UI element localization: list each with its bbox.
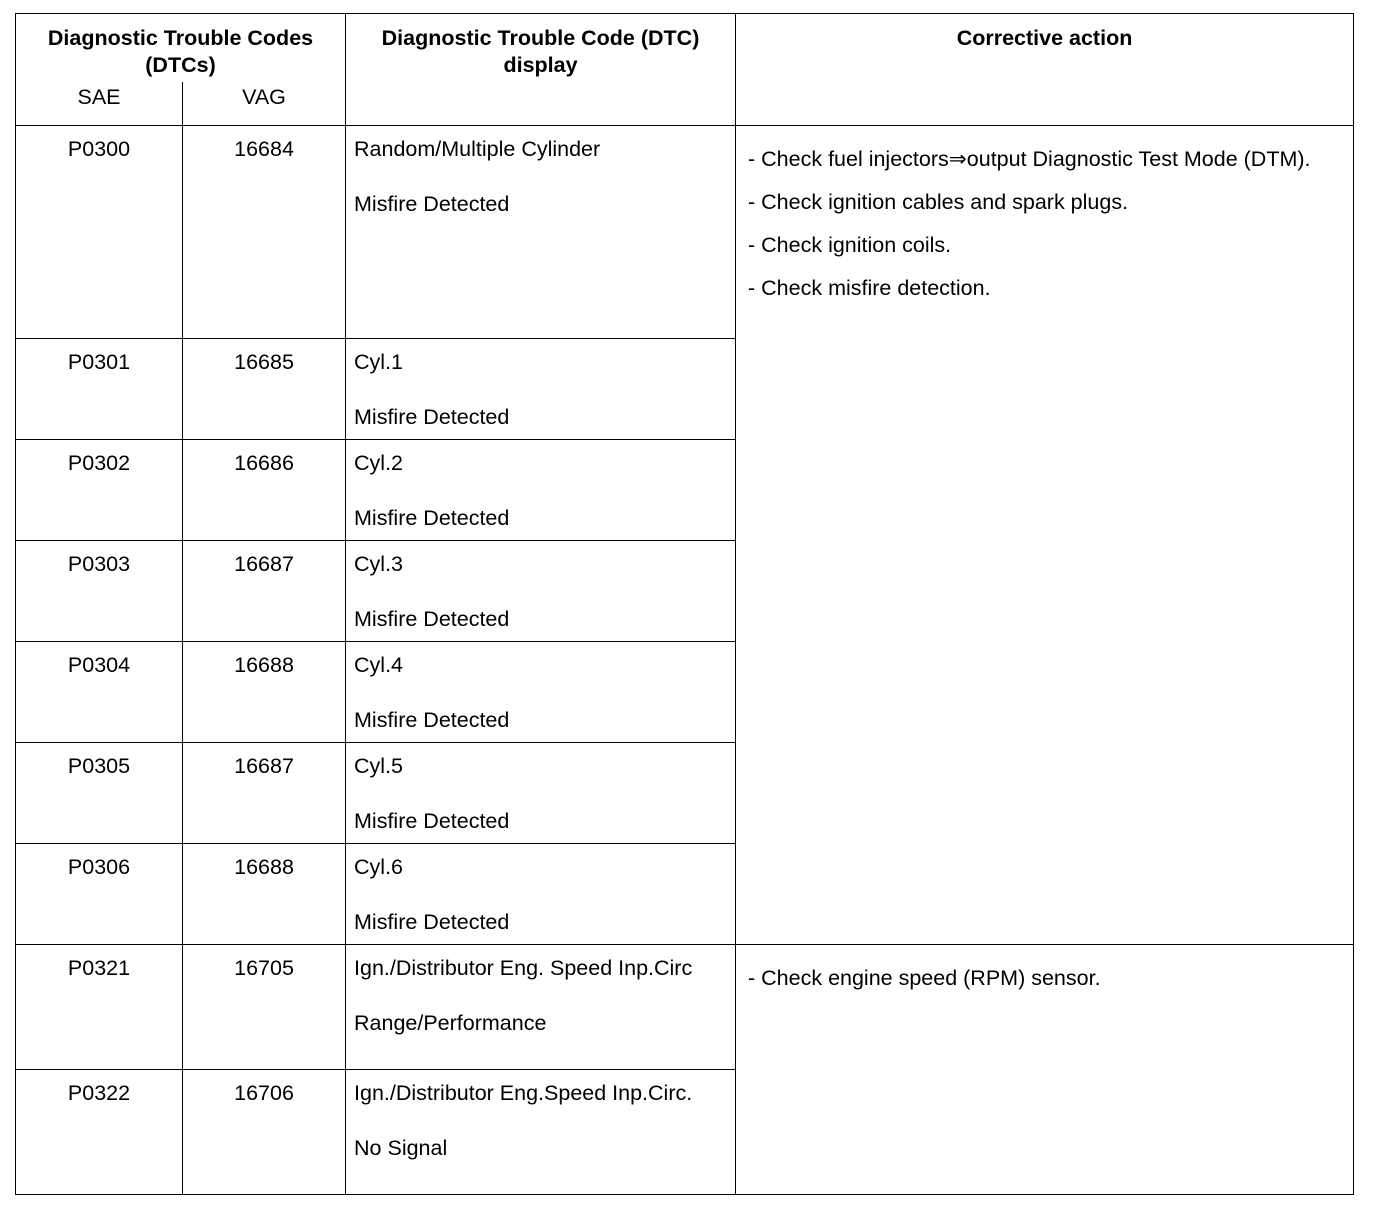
dtc-display bbox=[346, 844, 736, 945]
header-sae: SAE bbox=[16, 82, 183, 126]
header-vag: VAG bbox=[183, 82, 346, 126]
vag-code: 16686 bbox=[183, 440, 346, 541]
dtc-display bbox=[346, 1070, 736, 1195]
dtc-display bbox=[346, 642, 736, 743]
vag-code: 16687 bbox=[183, 743, 346, 844]
header-corrective-action: Corrective action bbox=[736, 14, 1354, 126]
vag-code: 16705 bbox=[183, 945, 346, 1070]
vag-code: 16687 bbox=[183, 541, 346, 642]
dtc-display-line: Cyl.5 bbox=[354, 754, 403, 778]
dtc-display-line: Misfire Detected bbox=[354, 607, 510, 631]
sae-code: P0303 bbox=[16, 541, 183, 642]
sae-code: P0306 bbox=[16, 844, 183, 945]
dtc-display-line: Misfire Detected bbox=[354, 192, 510, 216]
action-item: - Check fuel injectors⇒output Diagnostic Test Mode (DTM). bbox=[748, 147, 1311, 171]
dtc-display-line: Cyl.3 bbox=[354, 552, 403, 576]
vag-code: 16684 bbox=[183, 126, 346, 339]
sae-code: P0304 bbox=[16, 642, 183, 743]
dtc-display-line: Misfire Detected bbox=[354, 809, 510, 833]
table-row bbox=[16, 126, 1354, 339]
dtc-display bbox=[346, 126, 736, 339]
corrective-action-speed-sensor bbox=[736, 945, 1354, 1195]
dtc-display bbox=[346, 339, 736, 440]
dtc-display-line: Cyl.4 bbox=[354, 653, 403, 677]
action-item: - Check ignition coils. bbox=[748, 233, 952, 257]
sae-code: P0305 bbox=[16, 743, 183, 844]
vag-code: 16688 bbox=[183, 642, 346, 743]
dtc-display-line: Ign./Distributor Eng. Speed Inp.Circ bbox=[354, 956, 693, 980]
dtc-display-line: Ign./Distributor Eng.Speed Inp.Circ. bbox=[354, 1081, 693, 1105]
dtc-display-line: Misfire Detected bbox=[354, 405, 510, 429]
vag-code: 16685 bbox=[183, 339, 346, 440]
sae-code: P0300 bbox=[16, 126, 183, 339]
action-item: - Check engine speed (RPM) sensor. bbox=[748, 966, 1101, 990]
dtc-display-line: Misfire Detected bbox=[354, 506, 510, 530]
header-dtc-display: Diagnostic Trouble Code (DTC) display bbox=[346, 14, 736, 126]
dtc-display-line: Random/Multiple Cylinder bbox=[354, 137, 601, 161]
dtc-table bbox=[15, 13, 1354, 1195]
action-item: - Check ignition cables and spark plugs. bbox=[748, 190, 1129, 214]
dtc-display-line: No Signal bbox=[354, 1136, 448, 1160]
table-row bbox=[16, 945, 1354, 1070]
header-dtc-codes: Diagnostic Trouble Codes (DTCs) bbox=[16, 14, 346, 83]
sae-code: P0302 bbox=[16, 440, 183, 541]
action-item: - Check misfire detection. bbox=[748, 276, 991, 300]
dtc-display-line: Cyl.1 bbox=[354, 350, 403, 374]
dtc-display-line: Misfire Detected bbox=[354, 910, 510, 934]
sae-code: P0301 bbox=[16, 339, 183, 440]
vag-code: 16706 bbox=[183, 1070, 346, 1195]
dtc-display-line: Cyl.2 bbox=[354, 451, 403, 475]
vag-code: 16688 bbox=[183, 844, 346, 945]
dtc-display bbox=[346, 440, 736, 541]
corrective-action-misfire bbox=[736, 126, 1354, 945]
dtc-display-line: Misfire Detected bbox=[354, 708, 510, 732]
dtc-display bbox=[346, 945, 736, 1070]
dtc-display bbox=[346, 541, 736, 642]
sae-code: P0322 bbox=[16, 1070, 183, 1195]
dtc-display-line: Cyl.6 bbox=[354, 855, 403, 879]
dtc-display-line: Range/Performance bbox=[354, 1011, 547, 1035]
sae-code: P0321 bbox=[16, 945, 183, 1070]
dtc-display bbox=[346, 743, 736, 844]
